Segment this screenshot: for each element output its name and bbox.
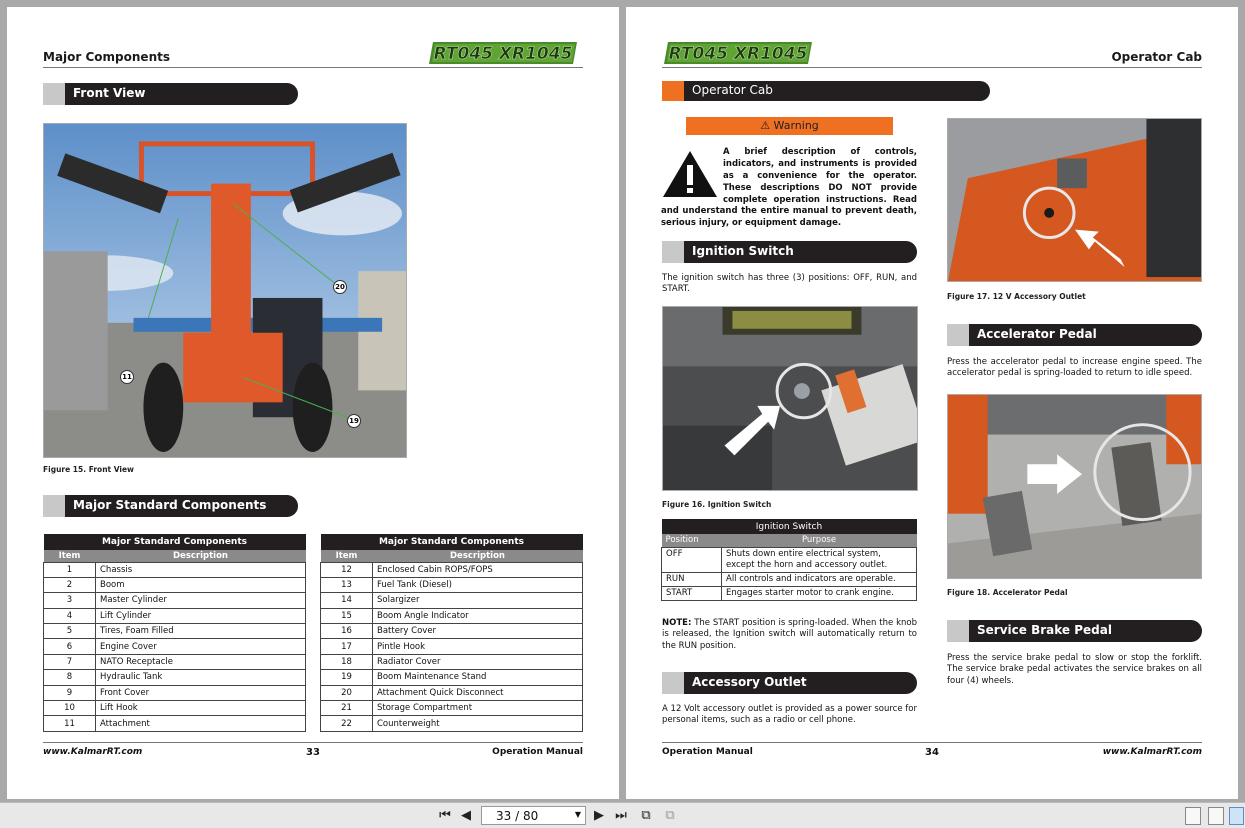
page-header-title: Operator Cab <box>1111 50 1202 64</box>
table-row <box>44 639 306 654</box>
table-caption: Major Standard Components <box>321 534 583 550</box>
table-row <box>44 701 306 716</box>
table-row <box>662 572 917 586</box>
section-swatch <box>43 83 65 105</box>
item-number: 22 <box>321 716 373 731</box>
section-swatch <box>43 495 65 517</box>
table-row <box>44 593 306 608</box>
item-description: Chassis <box>96 562 306 577</box>
col-header-purpose: Purpose <box>722 534 917 547</box>
page-header-title: Major Components <box>43 50 170 64</box>
page-34 <box>626 7 1238 799</box>
first-page-icon[interactable]: ⏮ <box>439 808 451 823</box>
switch-purpose: Shuts down entire electrical system, except the horn and accessory outlet. <box>722 547 917 572</box>
svg-text:RT045 XR1045: RT045 XR1045 <box>433 44 573 64</box>
brand-logo <box>427 40 579 66</box>
col-header-position: Position <box>662 534 722 547</box>
callout-20: 20 <box>333 280 347 294</box>
accelerator-description: Press the accelerator pedal to increase engine speed. The accelerator pedal is spring-loaded to return to idle speed. <box>947 357 1202 379</box>
callout-11: 11 <box>120 370 134 384</box>
item-number: 21 <box>321 701 373 716</box>
ignition-description: The ignition switch has three (3) positions: OFF, RUN, and START. <box>662 273 917 295</box>
table-row <box>44 608 306 623</box>
item-number: 10 <box>44 701 96 716</box>
components-table-right <box>320 534 583 732</box>
item-description: Boom Maintenance Stand <box>373 670 583 685</box>
item-description: Hydraulic Tank <box>96 670 306 685</box>
footer-rule <box>662 742 1202 743</box>
item-description: Tires, Foam Filled <box>96 624 306 639</box>
table-row <box>321 670 583 685</box>
table-row <box>44 716 306 731</box>
warning-text: A brief description of controls, indicators, and instruments is provided as a convenience for the operator. These descriptions DO NOT provide complete operation instructions. Read and understand the entire manual to prevent death, serious injury, or equipment damage. <box>661 147 917 229</box>
item-description: Boom Angle Indicator <box>373 608 583 623</box>
table-row <box>321 608 583 623</box>
header-rule <box>43 67 583 68</box>
item-number: 8 <box>44 670 96 685</box>
item-description: Radiator Cover <box>373 654 583 669</box>
viewer-toolbar <box>0 802 1245 828</box>
item-description: NATO Receptacle <box>96 654 306 669</box>
item-number: 11 <box>44 716 96 731</box>
item-number: 6 <box>44 639 96 654</box>
item-number: 7 <box>44 654 96 669</box>
table-row <box>44 624 306 639</box>
section-tab-major-components <box>43 495 298 517</box>
item-number: 18 <box>321 654 373 669</box>
item-number: 19 <box>321 670 373 685</box>
item-description: Pintle Hook <box>373 639 583 654</box>
section-title: Accelerator Pedal <box>977 327 1097 341</box>
section-tab-accelerator-pedal <box>947 324 1202 346</box>
item-number: 17 <box>321 639 373 654</box>
item-description: Master Cylinder <box>96 593 306 608</box>
continuous-view-icon[interactable] <box>1208 807 1224 825</box>
figure-caption: Figure 17. 12 V Accessory Outlet <box>947 292 1086 301</box>
section-title: Accessory Outlet <box>692 675 807 689</box>
section-title: Service Brake Pedal <box>977 623 1112 637</box>
section-tab-ignition-switch <box>662 241 917 263</box>
item-description: Battery Cover <box>373 624 583 639</box>
footer-rule <box>43 742 583 743</box>
item-number: 5 <box>44 624 96 639</box>
item-number: 20 <box>321 685 373 700</box>
item-description: Engine Cover <box>96 639 306 654</box>
page-number: 34 <box>925 747 939 758</box>
warning-triangle-icon <box>661 149 719 199</box>
section-swatch <box>662 241 684 263</box>
item-description: Attachment Quick Disconnect <box>373 685 583 700</box>
last-page-icon[interactable]: ⏭ <box>615 808 627 823</box>
col-header-item: Item <box>44 550 96 562</box>
table-row <box>321 624 583 639</box>
item-number: 15 <box>321 608 373 623</box>
front-view-photo <box>43 123 407 458</box>
section-tab-service-brake-pedal <box>947 620 1202 642</box>
item-description: Front Cover <box>96 685 306 700</box>
table-row <box>321 577 583 592</box>
table-row <box>662 547 917 572</box>
col-header-description: Description <box>96 550 306 562</box>
table-row <box>321 716 583 731</box>
item-description: Fuel Tank (Diesel) <box>373 577 583 592</box>
switch-position: OFF <box>662 547 722 572</box>
item-number: 3 <box>44 593 96 608</box>
item-description: Lift Hook <box>96 701 306 716</box>
footer-manual-title: Operation Manual <box>662 747 753 757</box>
item-description: Enclosed Cabin ROPS/FOPS <box>373 562 583 577</box>
footer-website-link[interactable]: www.KalmarRT.com <box>1102 747 1202 757</box>
item-number: 4 <box>44 608 96 623</box>
table-row <box>44 562 306 577</box>
page-33 <box>7 7 619 799</box>
ignition-switch-photo <box>662 306 918 491</box>
ignition-switch-table <box>661 519 917 601</box>
table-row <box>44 685 306 700</box>
item-description: Attachment <box>96 716 306 731</box>
item-number: 14 <box>321 593 373 608</box>
copy-page-icon[interactable]: ⧉ <box>665 808 675 823</box>
section-title: Ignition Switch <box>692 244 794 258</box>
item-description: Lift Cylinder <box>96 608 306 623</box>
warning-banner: ⚠ Warning <box>686 117 893 135</box>
section-title: Front View <box>73 86 146 100</box>
rotate-page-icon[interactable]: ⧉ <box>641 808 651 823</box>
table-row <box>321 593 583 608</box>
brake-description: Press the service brake pedal to slow or stop the forklift. The service brake pedal activates the service brakes on all four (4) wheels. <box>947 653 1202 686</box>
table-row <box>44 577 306 592</box>
section-tab-front-view <box>43 83 298 105</box>
footer-manual-title: Operation Manual <box>492 747 583 757</box>
section-swatch <box>947 324 969 346</box>
previous-page-icon[interactable]: ◀ <box>461 808 471 823</box>
table-caption: Ignition Switch <box>662 519 917 534</box>
col-header-item: Item <box>321 550 373 562</box>
warning-message <box>661 147 917 230</box>
col-header-description: Description <box>373 550 583 562</box>
item-description: Counterweight <box>373 716 583 731</box>
item-number: 2 <box>44 577 96 592</box>
note-label: NOTE: <box>662 618 692 628</box>
section-swatch <box>662 672 684 694</box>
section-title: Operator Cab <box>692 83 773 97</box>
note-text: The START position is spring-loaded. When the knob is released, the Ignition switch will automatically return to the RUN position. <box>662 618 917 651</box>
section-swatch <box>947 620 969 642</box>
table-row <box>662 586 917 600</box>
callout-19: 19 <box>347 414 361 428</box>
header-rule <box>662 67 1202 68</box>
svg-text:RT045 XR1045: RT045 XR1045 <box>668 44 808 64</box>
figure-caption: Figure 16. Ignition Switch <box>662 500 772 509</box>
table-row <box>321 654 583 669</box>
item-number: 9 <box>44 685 96 700</box>
table-caption: Major Standard Components <box>44 534 306 550</box>
table-row <box>321 685 583 700</box>
item-description: Storage Compartment <box>373 701 583 716</box>
switch-purpose: Engages starter motor to crank engine. <box>722 586 917 600</box>
single-page-view-icon[interactable] <box>1185 807 1201 825</box>
item-number: 16 <box>321 624 373 639</box>
chevron-down-icon: ▼ <box>574 810 581 819</box>
accessory-outlet-photo <box>947 118 1202 282</box>
brand-logo <box>662 40 814 66</box>
page-number-select[interactable] <box>481 806 586 825</box>
section-tab-operator-cab <box>662 81 990 101</box>
table-row <box>44 654 306 669</box>
page-indicator: 33 / 80 <box>496 809 539 823</box>
two-page-view-icon[interactable] <box>1229 807 1244 825</box>
footer-website-link[interactable]: www.KalmarRT.com <box>43 747 143 757</box>
page-number: 33 <box>306 747 320 758</box>
section-title: Major Standard Components <box>73 498 267 512</box>
item-number: 1 <box>44 562 96 577</box>
next-page-icon[interactable]: ▶ <box>594 808 604 823</box>
ignition-note <box>662 618 917 652</box>
section-tab-accessory-outlet <box>662 672 917 694</box>
figure-caption: Figure 18. Accelerator Pedal <box>947 588 1068 597</box>
components-table-left <box>43 534 306 732</box>
item-number: 12 <box>321 562 373 577</box>
item-description: Solargizer <box>373 593 583 608</box>
item-number: 13 <box>321 577 373 592</box>
accessory-description: A 12 Volt accessory outlet is provided as a power source for personal items, such as a radio or cell phone. <box>662 704 917 726</box>
table-row <box>321 562 583 577</box>
switch-position: RUN <box>662 572 722 586</box>
figure-caption: Figure 15. Front View <box>43 465 134 474</box>
switch-position: START <box>662 586 722 600</box>
switch-purpose: All controls and indicators are operable. <box>722 572 917 586</box>
section-swatch <box>662 81 684 101</box>
table-row <box>321 639 583 654</box>
item-description: Boom <box>96 577 306 592</box>
table-row <box>44 670 306 685</box>
accelerator-pedal-photo <box>947 394 1202 579</box>
table-row <box>321 701 583 716</box>
